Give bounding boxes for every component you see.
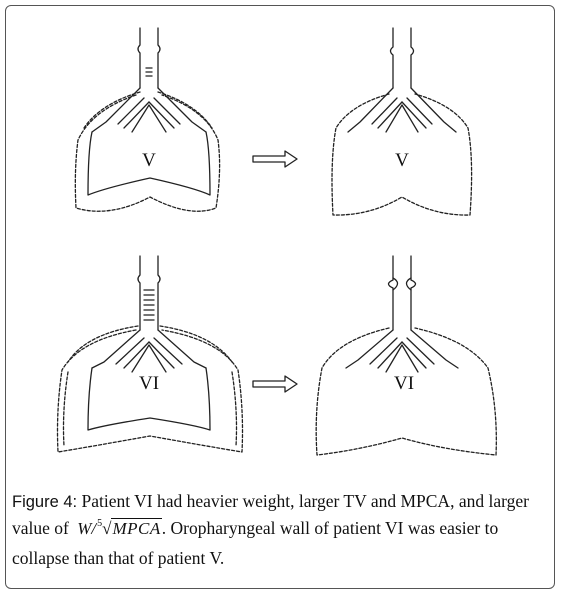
label-bottom-right: VI: [393, 373, 415, 394]
label-top-right: V: [395, 150, 409, 171]
formula-radicand: MPCA: [112, 519, 161, 538]
radical-sign-icon: √: [102, 519, 112, 538]
caption-text-1: Patient VI had heavier weight, larger TV and MPCA, and larger value of: [12, 491, 529, 538]
figure-caption: [12, 488, 552, 571]
caption-label: Figure 4:: [12, 493, 78, 511]
formula-root-index: 5: [97, 518, 103, 529]
formula-slash: /: [91, 519, 97, 538]
arrow-top: [253, 151, 297, 167]
label-top-left: V: [142, 150, 156, 171]
formula-numerator: W: [77, 519, 92, 538]
lung-vi-before: [58, 256, 243, 452]
lung-v-before: [75, 28, 219, 211]
caption-text-2: . Oropharyngeal wall of patient VI was easier to collapse than that of patient V.: [12, 518, 499, 568]
label-bottom-left: VI: [138, 373, 160, 394]
caption-formula: [77, 516, 162, 545]
lung-v-after: [332, 28, 472, 215]
lung-vi-after: [316, 256, 496, 455]
arrow-bottom: [253, 376, 297, 392]
